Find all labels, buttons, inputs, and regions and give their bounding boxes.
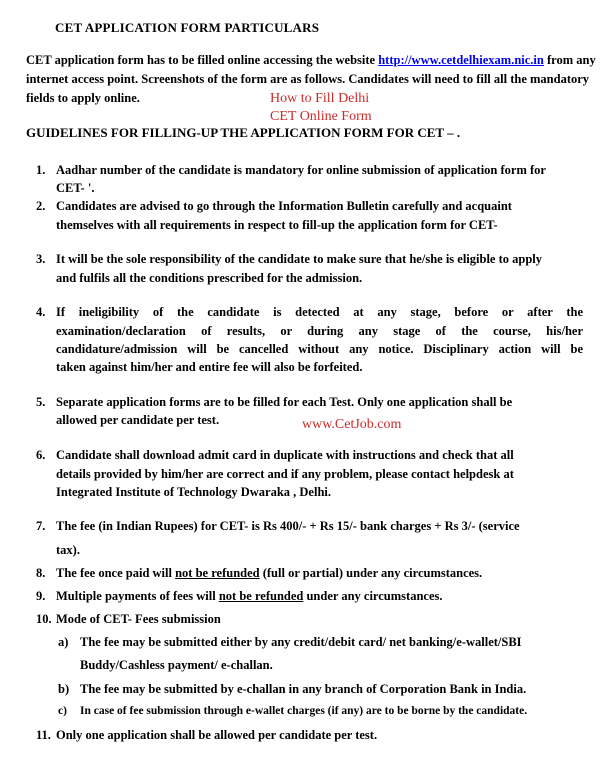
item-line: Aadhar number of the candidate is mandatory for online submission of application form for — [56, 163, 546, 177]
item-number: 9. — [36, 589, 46, 603]
item-line: details provided by him/her are correct and if any problem, please contact helpdesk at — [56, 467, 514, 481]
item-line: candidature/admission will be cancelled without any notice. Disciplinary action will be — [56, 342, 583, 356]
item-number: 1. — [36, 163, 46, 177]
item-number: 8. — [36, 566, 46, 580]
item-line: It will be the sole responsibility of the candidate to make sure that he/she is eligible to apply — [56, 252, 543, 266]
intro-text-2: from any internet access point. Screenshots of the form are as follows. Candidates will need to fill all the mandatory fields to apply online. — [26, 53, 596, 105]
intro-text-1: CET application form has to be filled online accessing the website — [26, 53, 379, 67]
sub-item-line: In case of fee submission through e-wallet charges (if any) are to be borne by the candidate. — [80, 705, 528, 717]
item-number: 4. — [36, 305, 46, 319]
item-number: 11. — [36, 728, 51, 742]
sub-item-label: b) — [58, 682, 70, 696]
item-line: If ineligibility of the candidate is detected at any stage, before or after the — [56, 305, 583, 319]
item-number: 6. — [36, 448, 46, 462]
item-line: Separate application forms are to be filled for each Test. Only one application shall be — [56, 395, 513, 409]
item-line: Integrated Institute of Technology Dwaraka , Delhi. — [56, 485, 332, 499]
sub-item-label: c) — [58, 705, 67, 717]
item-line: The fee once paid will not be refunded (full or partial) under any circumstances. — [56, 566, 483, 580]
sub-item-label: a) — [58, 635, 69, 649]
item-line: examination/declaration of results, or during any stage of the course, his/her — [56, 324, 583, 338]
underlined-text: not be refunded — [175, 566, 260, 580]
page-title: CET APPLICATION FORM PARTICULARS — [55, 20, 320, 35]
sub-item-line: The fee may be submitted either by any credit/debit card/ net banking/e-wallet/SBI — [80, 635, 522, 649]
sub-item-line: The fee may be submitted by e-challan in any branch of Corporation Bank in India. — [80, 682, 527, 696]
item-number: 3. — [36, 252, 46, 266]
item-line: The fee (in Indian Rupees) for CET- is Rs 400/- + Rs 15/- bank charges + Rs 3/- (service — [56, 519, 520, 533]
item-line: Candidate shall download admit card in duplicate with instructions and check that all — [56, 448, 514, 462]
item-line: themselves with all requirements in respect to fill-up the application form for CET- — [56, 218, 498, 232]
website-link[interactable]: http://www.cetdelhiexam.nic.in — [378, 53, 544, 67]
watermark-site: www.CetJob.com — [302, 417, 402, 432]
item-number: 2. — [36, 199, 46, 213]
item-line: and fulfils all the conditions prescribed for the admission. — [56, 271, 363, 285]
item-number: 5. — [36, 395, 46, 409]
item-line: CET- '. — [56, 181, 95, 195]
guidelines-heading: GUIDELINES FOR FILLING-UP THE APPLICATION FORM FOR CET – . — [26, 125, 461, 140]
item-number: 10. — [36, 612, 52, 626]
underlined-text: not be refunded — [218, 589, 304, 603]
item-line: Mode of CET- Fees submission — [56, 612, 221, 626]
item-line: Multiple payments of fees will not be refunded under any circumstances. — [56, 589, 443, 603]
item-number: 7. — [36, 519, 46, 533]
item-line: taken against him/her and entire fee will also be forfeited. — [56, 360, 363, 374]
watermark-how-to-line2: CET Online Form — [270, 109, 372, 124]
watermark-how-to-line1: How to Fill Delhi — [270, 91, 370, 106]
item-line: allowed per candidate per test. — [56, 413, 220, 427]
sub-item-line: Buddy/Cashless payment/ e-challan. — [80, 658, 273, 672]
item-line: tax). — [56, 543, 80, 557]
item-line: Only one application shall be allowed per candidate per test. — [56, 728, 378, 742]
item-line: Candidates are advised to go through the Information Bulletin carefully and acquaint — [56, 199, 512, 213]
